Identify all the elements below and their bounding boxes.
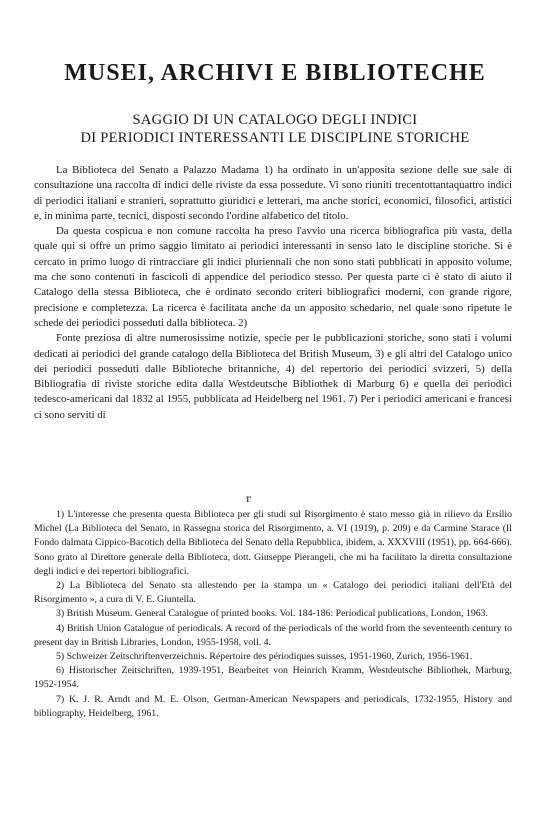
- body-paragraph: Fonte preziosa di altre numerosissime notizie, specie per le pubblicazioni storiche, sono stati i volumi dedicati ai periodici del grande catalogo della Biblioteca del British Museum, 3) e gli altri del Catalogo unico dei periodici posseduti dalle Biblioteche britanniche, 4) del repertorio dei periodici svizzeri, 5) della Bibliografia di riviste storiche edita dalla Westdeutsche Bibliothek di Marburg 6) e quella dei periodici tedesco-americani dal 1832 al 1955, pubblicata ad Heidelberg nel 1961. 7) Per i periodici americani e francesi ci sono serviti di: [34, 332, 512, 421]
- footnote: 5) Schweizer Zeitschriftenverzeichnis. Répertoire des périodiques suisses, 1951-1960, Zurich, 1956-1961.: [56, 651, 473, 663]
- article-title: [24, 111, 526, 147]
- article-body: [34, 163, 512, 423]
- footnotes: [34, 508, 512, 721]
- footnote: 1) L'interesse che presenta questa Biblioteca per gli studi sul Risorgimento è stato messo già in rilievo da Ersilio Michel (La Biblioteca del Senato, in Rassegna storica del Risorgimento, a. VI (1919), p. 209) e da Carmine Starace (Il Fondo dalmata Cippico-Bacotich della Biblioteca del Senato della Repubblica, ibidem, a. XXXVIII (1951), pp. 664-666). Sono grato al Direttore generale della Biblioteca, dott. Giuseppe Pierangeli, che mi ha facilitato la diretta consultazione degli indici e dei repertori bibliografici.: [34, 509, 512, 577]
- footnote: 7) K. J. R. Arndt and M. E. Olson, German-American Newspapers and periodicals, 1732-1955, History and bibliography, Heidelberg, 1961.: [34, 693, 512, 719]
- footnote: 6) Historischer Zeitschriften, 1939-1951, Bearbeitet von Heinrich Kramm, Westdeutsche Bibliothek, Marburg, 1952-1954.: [34, 665, 512, 691]
- article-title-line-1: SAGGIO DI UN CATALOGO DEGLI INDICI: [132, 112, 418, 128]
- body-paragraph: Da questa cospicua e non comune raccolta ha preso l'avvio una ricerca bibliografica più vasta, della quale qui si offre un primo saggio limitato ai periodici interessanti in senso lato le discipline storiche. Si è cercato in primo luogo di rintracciare gli indici pluriennali che non sono stati pubblicati in apposito volume, ma che sono contenuti in fascicoli di appendice del periodico stesso. Per questa parte ci è stato di aiuto il Catalogo della stessa Biblioteca, che è ordinato secondo criteri bibliografici moderni, con grande rigore, precisione e completezza. La ricerca è facilitata anche da un apposito schedario, nel quale sono ripetute le schede dei periodici posseduti dalla biblioteca. 2): [34, 225, 512, 329]
- body-paragraph: La Biblioteca del Senato a Palazzo Madama 1) ha ordinato in un'apposita sezione delle sue sale di consultazione una raccolta di indici delle riviste da essa possedute. Vi sono riuniti trecentottantaquattro indici di periodici italiani e stranieri, soprattutto giuridici e letterari, ma anche storici, economici, filosofici, artistici e, in minima parte, tecnici, disposti secondo l'ordine alfabetico del titolo.: [34, 164, 512, 222]
- footnote-separator-mark: r: [246, 494, 251, 505]
- article-title-line-2: DI PERIODICI INTERESSANTI LE DISCIPLINE STORICHE: [80, 130, 470, 146]
- footnote: 3) British Museum. General Catalogue of printed books. Vol. 184-186: Periodical publications, London, 1963.: [56, 608, 489, 620]
- footnote: 4) British Union Catalogue of periodicals. A record of the periodicals of the world from the seventeenth century to present day in British Libraries, London, 1955-1958, voll. 4.: [34, 622, 512, 648]
- footnote: 2) La Biblioteca del Senato sta allestendo per la stampa un « Catalogo dei periodici italiani dell'Età del Risorgimento », a cura di V. E. Giuntella.: [34, 580, 512, 606]
- section-title: MUSEI, ARCHIVI E BIBLIOTECHE: [64, 60, 486, 86]
